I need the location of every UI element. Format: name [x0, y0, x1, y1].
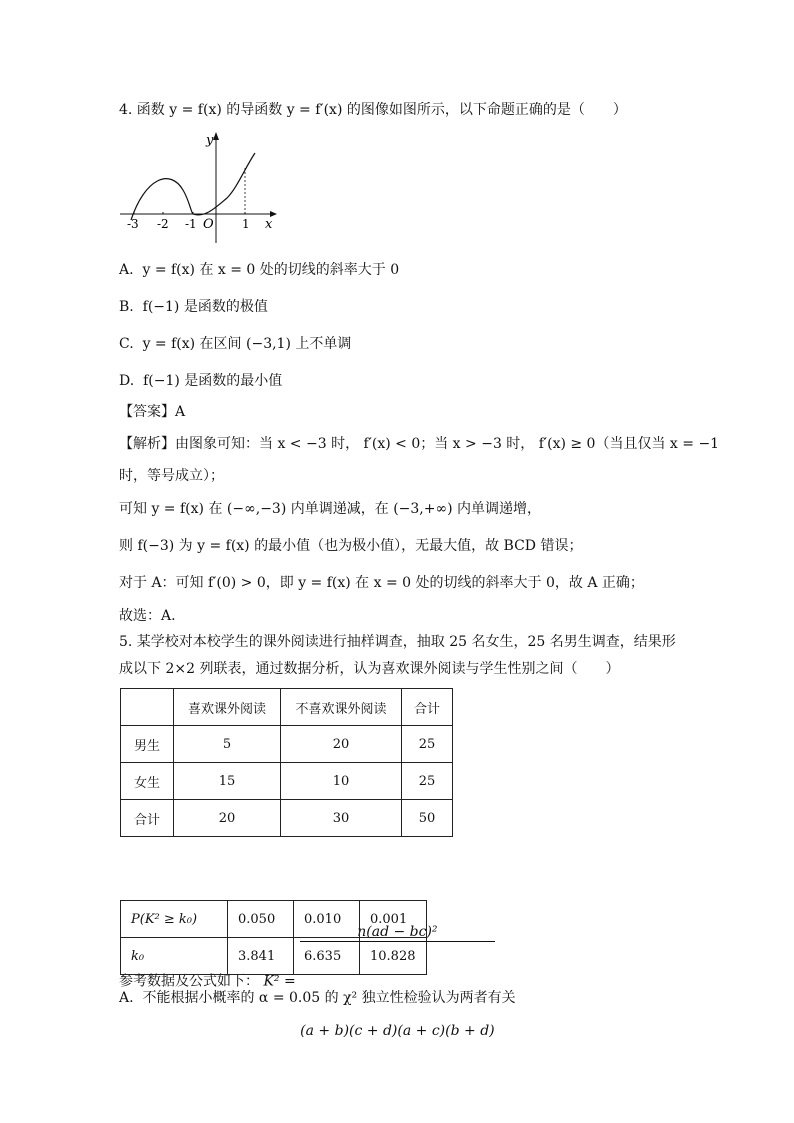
q4-analysis-line: 时，等号成立）； — [119, 468, 224, 484]
table-cell: 25 — [402, 726, 453, 763]
q5-stem-line: 成以下 2×2 列联表，通过数据分析，认为喜欢课外阅读与学生性别之间（ ） — [119, 661, 620, 677]
table-cell: 6.635 — [294, 938, 360, 975]
table-cell: 合计 — [121, 800, 174, 837]
table-cell: 30 — [281, 800, 402, 837]
table-cell: 合计 — [402, 689, 453, 726]
q5-option-a: A. 不能根据小概率的 α = 0.05 的 χ² 独立性检验认为两者有关 — [119, 990, 516, 1006]
derivative-curve — [131, 153, 255, 220]
table-cell — [121, 689, 174, 726]
q4-analysis-line: 则 f(−3) 为 y = f(x) 的最小值（也为极小值），无最大值，故 BCD 错误； — [119, 538, 583, 554]
q5-stem-line: 5. 某学校对本校学生的课外阅读进行抽样调查，抽取 25 名女生，25 名男生调查，结果形 — [119, 634, 676, 650]
contingency-table — [120, 688, 453, 837]
q4-option-d: D. f(−1) 是函数的最小值 — [119, 373, 283, 389]
y-axis-arrow — [213, 132, 219, 140]
reference-label: 参考数据及公式如下： — [119, 973, 259, 990]
q4-analysis-line: 故选：A. — [119, 608, 176, 624]
table-cell: 0.001 — [360, 901, 427, 938]
table-cell: 10 — [281, 763, 402, 800]
derivative-graph — [115, 128, 280, 246]
tick-label: -1 — [185, 217, 197, 231]
k-critical-table — [120, 900, 427, 975]
q4-answer: 【答案】A — [119, 404, 186, 420]
table-cell: 0.010 — [294, 901, 360, 938]
q4-analysis-line: 【解析】由图象可知：当 x < −3 时， f′(x) < 0；当 x > −3 时， f′(x) ≥ 0（当且仅当 x = −1 — [119, 436, 720, 452]
table-header-row — [121, 689, 453, 726]
q4-analysis-line: 可知 y = f(x) 在 (−∞,−3) 内单调递减，在 (−3,+∞) 内单调递增， — [119, 501, 542, 517]
q4-option-c: C. y = f(x) 在区间 (−3,1) 上不单调 — [119, 336, 352, 352]
table-cell: 喜欢课外阅读 — [174, 689, 281, 726]
table-cell: 20 — [281, 726, 402, 763]
tick-label: -2 — [157, 217, 169, 231]
table-cell: 10.828 — [360, 938, 427, 975]
table-cell: 男生 — [121, 726, 174, 763]
q4-option-a: A. y = f(x) 在 x = 0 处的切线的斜率大于 0 — [119, 262, 400, 278]
table-row — [121, 800, 453, 837]
table-cell: 50 — [402, 800, 453, 837]
tick-label: 1 — [242, 217, 250, 231]
table-cell: 25 — [402, 763, 453, 800]
table-row — [121, 726, 453, 763]
formula-denominator: (a + b)(c + d)(a + c)(b + d) — [300, 1023, 495, 1039]
table-cell: 0.050 — [228, 901, 294, 938]
q4-analysis-line: 对于 A：可知 f′(0) > 0，即 y = f(x) 在 x = 0 处的切线的斜率大于 0，故 A 正确； — [119, 575, 644, 591]
q4-option-b: B. f(−1) 是函数的极值 — [119, 299, 268, 315]
table-row — [121, 901, 427, 938]
q4-stem: 4. 函数 y = f(x) 的导函数 y = f′(x) 的图像如图所示，以下命题正确的是（ ） — [119, 102, 627, 118]
table-cell: 5 — [174, 726, 281, 763]
table-cell: P(K² ≥ k₀) — [121, 901, 228, 938]
table-row — [121, 938, 427, 975]
tick-label: -3 — [127, 217, 139, 231]
table-cell: 不喜欢课外阅读 — [281, 689, 402, 726]
table-cell: 20 — [174, 800, 281, 837]
table-cell: 15 — [174, 763, 281, 800]
x-axis-label: x — [265, 217, 273, 232]
table-cell: 3.841 — [228, 938, 294, 975]
table-row — [121, 763, 453, 800]
formula-lhs: K² = — [263, 973, 296, 990]
y-axis-label: y — [206, 133, 214, 148]
formula-fraction — [300, 843, 494, 1120]
table-cell: 女生 — [121, 763, 174, 800]
table-cell: k₀ — [121, 938, 228, 975]
origin-label: O — [203, 217, 214, 232]
formula-numerator: n(ad − bc)² — [300, 923, 494, 942]
reference-formula — [119, 843, 495, 1120]
